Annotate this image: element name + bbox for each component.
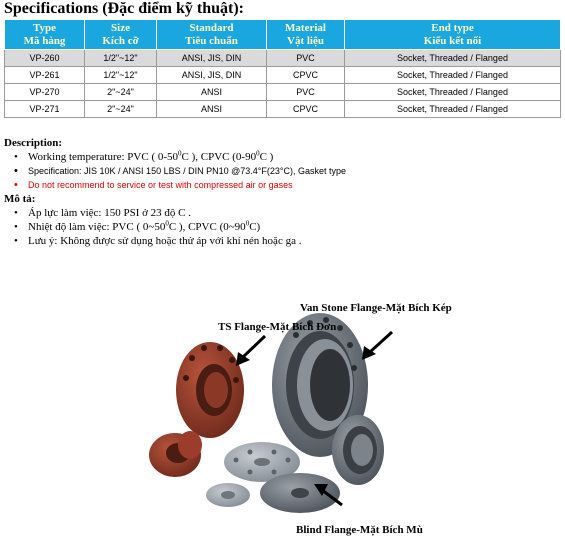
cell-size: 1/2"~12"	[85, 50, 157, 67]
list-item: • Áp lực làm việc: 150 PSI ở 23 độ C .	[28, 206, 560, 220]
cell-standard: ANSI	[157, 84, 267, 101]
cell-material: CPVC	[267, 101, 345, 118]
header-standard: Standard Tiêu chuẩn	[157, 20, 267, 50]
table-row[interactable]	[5, 50, 561, 67]
list-item: • Nhiệt độ làm việc: PVC ( $0\sim 50^0C$ ), CPVC $(0\sim 90^0C)$	[28, 220, 560, 234]
cell-size: 1/2"~12"	[85, 67, 157, 84]
table-row[interactable]	[5, 67, 561, 84]
header-size: Size Kích cỡ	[85, 20, 157, 50]
caption-blind-flange: Blind Flange-Mặt Bích Mù	[296, 524, 423, 536]
cell-end-type: Socket, Threaded / Flanged	[345, 101, 561, 118]
header-end-type: End type Kiểu kết nối	[345, 20, 561, 50]
spec-table	[4, 19, 561, 118]
table-row[interactable]	[5, 101, 561, 118]
cell-type: VP-261	[5, 67, 85, 84]
list-item: • Working temperature: PVC ( $0-50^0C$ ), CPVC ($0-90^0C$ )	[28, 150, 560, 164]
cell-standard: ANSI	[157, 101, 267, 118]
description-section	[4, 136, 560, 248]
flange-photo	[0, 290, 565, 540]
cell-material: CPVC	[267, 67, 345, 84]
cell-size: 2"~24"	[85, 101, 157, 118]
cell-material: PVC	[267, 50, 345, 67]
table-header-row	[5, 20, 561, 50]
header-type: Type Mã hàng	[5, 20, 85, 50]
cell-type: VP-260	[5, 50, 85, 67]
cell-size: 2"~24"	[85, 84, 157, 101]
cell-type: VP-270	[5, 84, 85, 101]
cell-material: PVC	[267, 84, 345, 101]
cell-end-type: Socket, Threaded / Flanged	[345, 67, 561, 84]
cell-end-type: Socket, Threaded / Flanged	[345, 50, 561, 67]
cell-standard: ANSI, JIS, DIN	[157, 50, 267, 67]
description-heading: Description:	[4, 137, 63, 149]
description-list	[4, 150, 560, 192]
warning-text: • Do not recommend to service or test with compressed air or gases	[28, 178, 560, 192]
caption-ts-flange: TS Flange-Mặt Bích Đơn	[218, 321, 337, 333]
caption-van-stone: Van Stone Flange-Mặt Bích Kép	[300, 302, 452, 314]
list-item: • Lưu ý: Không được sử dụng hoặc thử áp với khí nén hoặc ga .	[28, 234, 560, 248]
cell-standard: ANSI, JIS, DIN	[157, 67, 267, 84]
list-item: • Specification: JIS 10K / ANSI 150 LBS / DIN PN10 @73.4°F(23°C), Gasket type	[28, 164, 560, 178]
page-title: Specifications (Đặc điểm kỹ thuật):	[4, 0, 244, 17]
mota-list	[4, 206, 560, 248]
mota-heading: Mô tả:	[4, 193, 36, 205]
cell-type: VP-271	[5, 101, 85, 118]
cell-end-type: Socket, Threaded / Flanged	[345, 84, 561, 101]
table-row[interactable]	[5, 84, 561, 101]
header-material: Material Vật liệu	[267, 20, 345, 50]
